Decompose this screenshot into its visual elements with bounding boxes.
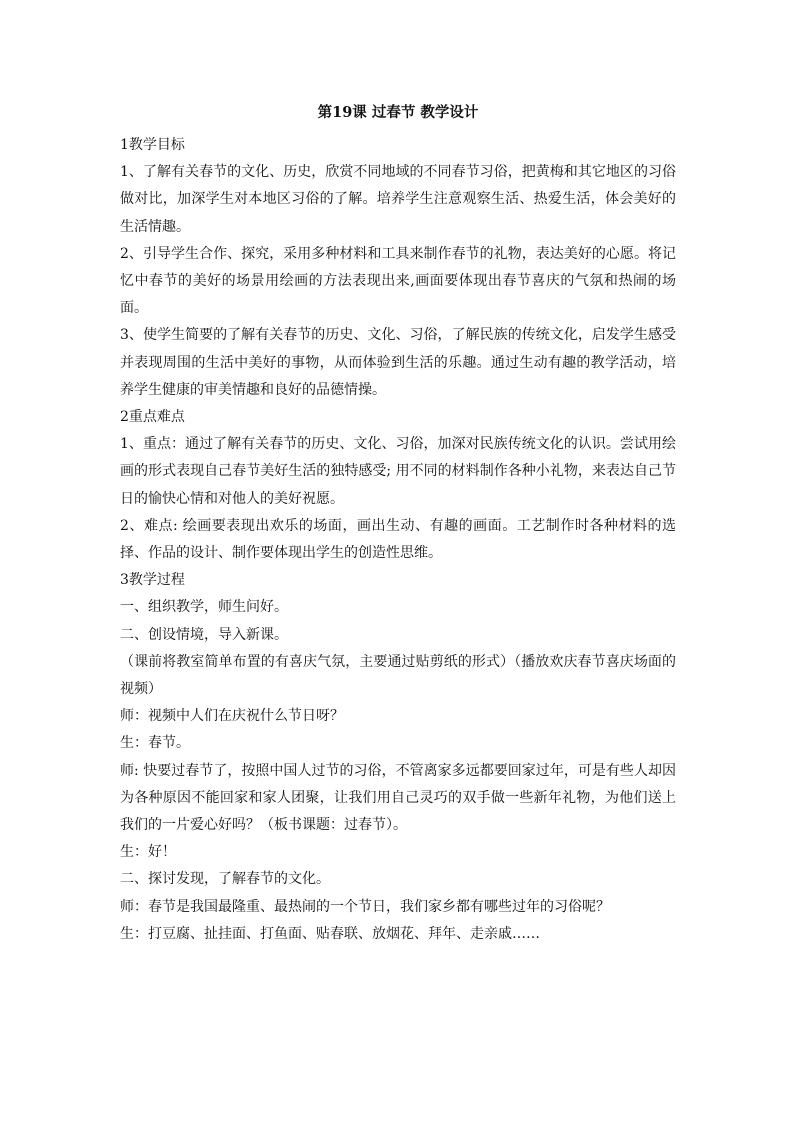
document-title: 第19课 过春节 教学设计 xyxy=(317,104,479,121)
section-heading-process: 3教学过程 xyxy=(120,572,185,589)
section-heading-objectives: 1教学目标 xyxy=(120,137,185,153)
section-heading-key-points: 2重点难点 xyxy=(120,409,185,426)
process-step-1: 一、组织教学，师生问好。 xyxy=(120,599,288,616)
objective-3: 3、使学生简要的了解有关春节的历史、文化、习俗，了解民族的传统文化，启发学生感受并表现周围的生活中美好的事物，从而体验到生活的乐趣。通过生动有趣的教学活动，培养学生健康的审美情趣和良好的品德情操。 xyxy=(120,327,676,398)
dialogue-line: 生：春节。 xyxy=(120,735,190,752)
difficult-point: 2、难点: 绘画要表现出欢乐的场面，画出生动、有趣的画面。工艺制作时各种材料的选择、作品的设计、制作要体现出学生的创造性思维。 xyxy=(120,517,676,562)
process-step-3: 二、探讨发现，了解春节的文化。 xyxy=(120,871,330,888)
dialogue-line: 生：好！ xyxy=(120,844,176,861)
classroom-note: （课前将教室简单布置的有喜庆气氛，主要通过贴剪纸的形式）（播放欢庆春节喜庆场面的视频） xyxy=(120,653,676,698)
dialogue-line: 师：视频中人们在庆祝什么节日呀？ xyxy=(120,708,344,725)
dialogue-line: 师: 快要过春节了，按照中国人过节的习俗，不管离家多远都要回家过年，可是有些人却因为各种原因不能回家和家人团聚，让我们用自己灵巧的双手做一些新年礼物，为他们送上我们的一片爱心好吗？（板书课题：过春节）。 xyxy=(120,762,676,834)
key-point: 1、重点：通过了解有关春节的历史、文化、习俗，加深对民族传统文化的认识。尝试用绘画的形式表现自己春节美好生活的独特感受; 用不同的材料制作各种小礼物，来表达自己节日的愉快心情和对他人的美好祝愿。 xyxy=(120,436,676,507)
process-step-2: 二、创设情境，导入新课。 xyxy=(120,626,288,643)
objective-2: 2、引导学生合作、探究，采用多种材料和工具来制作春节的礼物，表达美好的心愿。将记忆中春节的美好的场景用绘画的方法表现出来,画面要体现出春节喜庆的气氛和热闹的场面。 xyxy=(120,245,676,317)
objective-1: 1、了解有关春节的文化、历史，欣赏不同地域的不同春节习俗，把黄梅和其它地区的习俗做对比，加深学生对本地区习俗的了解。培养学生注意观察生活、热爱生活，体会美好的生活情趣。 xyxy=(120,164,676,235)
dialogue-line: 生：打豆腐、扯挂面、打鱼面、贴春联、放烟花、拜年、走亲戚…… xyxy=(120,925,540,942)
dialogue-line: 师：春节是我国最隆重、最热闹的一个节日，我们家乡都有哪些过年的习俗呢？ xyxy=(120,898,610,915)
document-body xyxy=(120,104,676,948)
